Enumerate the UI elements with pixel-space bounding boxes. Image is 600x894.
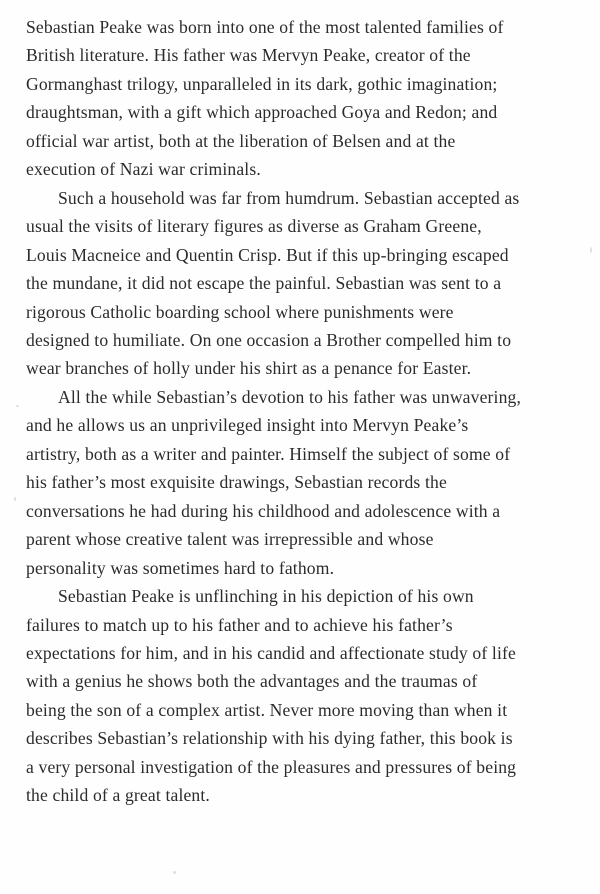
scan-speck [16, 405, 19, 407]
scan-speck [14, 497, 16, 501]
text-line: execution of Nazi war criminals. [26, 159, 261, 180]
text-line: wear branches of holly under his shirt as a penance for Easter. [26, 358, 472, 379]
text-line: his father’s most exquisite drawings, Sebastian records the [26, 472, 447, 493]
text-line: Sebastian Peake is unflinching in his depiction of his own [58, 586, 474, 607]
text-line: artistry, both as a writer and painter. Himself the subject of some of [26, 443, 511, 464]
text-line: being the son of a complex artist. Never more moving than when it [26, 699, 508, 720]
text-line: official war artist, both at the liberation of Belsen and at the [26, 130, 456, 151]
text-line: Such a household was far from humdrum. Sebastian accepted as [58, 187, 520, 208]
text-line: British literature. His father was Mervyn Peake, creator of the [26, 45, 471, 66]
text-line: a very personal investigation of the pleasures and pressures of being [26, 756, 517, 777]
paragraph-3 [26, 383, 596, 582]
text-line: the child of a great talent. [26, 785, 210, 806]
text-line: with a genius he shows both the advantages and the traumas of [26, 671, 478, 692]
text-line: Louis Macneice and Quentin Crisp. But if this up-bringing escaped [26, 244, 509, 265]
text-line: personality was sometimes hard to fathom. [26, 557, 335, 578]
paragraph-2 [26, 184, 596, 383]
paragraph-1 [26, 13, 596, 184]
text-line: expectations for him, and in his candid and affectionate study of life [26, 642, 516, 663]
text-line: All the while Sebastian’s devotion to his father was unwavering, [58, 386, 522, 407]
text-line: describes Sebastian’s relationship with his dying father, this book is [26, 728, 513, 749]
text-line: Gormanghast trilogy, unparalleled in its dark, gothic imagination; [26, 73, 498, 94]
text-line: failures to match up to his father and to achieve his father’s [26, 614, 453, 635]
text-line: rigorous Catholic boarding school where punishments were [26, 301, 454, 322]
text-line: usual the visits of literary figures as diverse as Graham Greene, [26, 216, 482, 237]
text-line: and he allows us an unprivileged insight into Mervyn Peake’s [26, 415, 469, 436]
blurb-text [26, 13, 596, 810]
scan-speck [173, 871, 176, 874]
text-line: parent whose creative talent was irrepressible and whose [26, 529, 434, 550]
text-line: draughtsman, with a gift which approached Goya and Redon; and [26, 102, 498, 123]
text-line: designed to humiliate. On one occasion a Brother compelled him to [26, 329, 512, 350]
text-line: Sebastian Peake was born into one of the most talented families of [26, 17, 504, 37]
text-line: the mundane, it did not escape the painful. Sebastian was sent to a [26, 273, 502, 294]
paragraph-4 [26, 582, 596, 810]
text-line: conversations he had during his childhood and adolescence with a [26, 500, 501, 521]
